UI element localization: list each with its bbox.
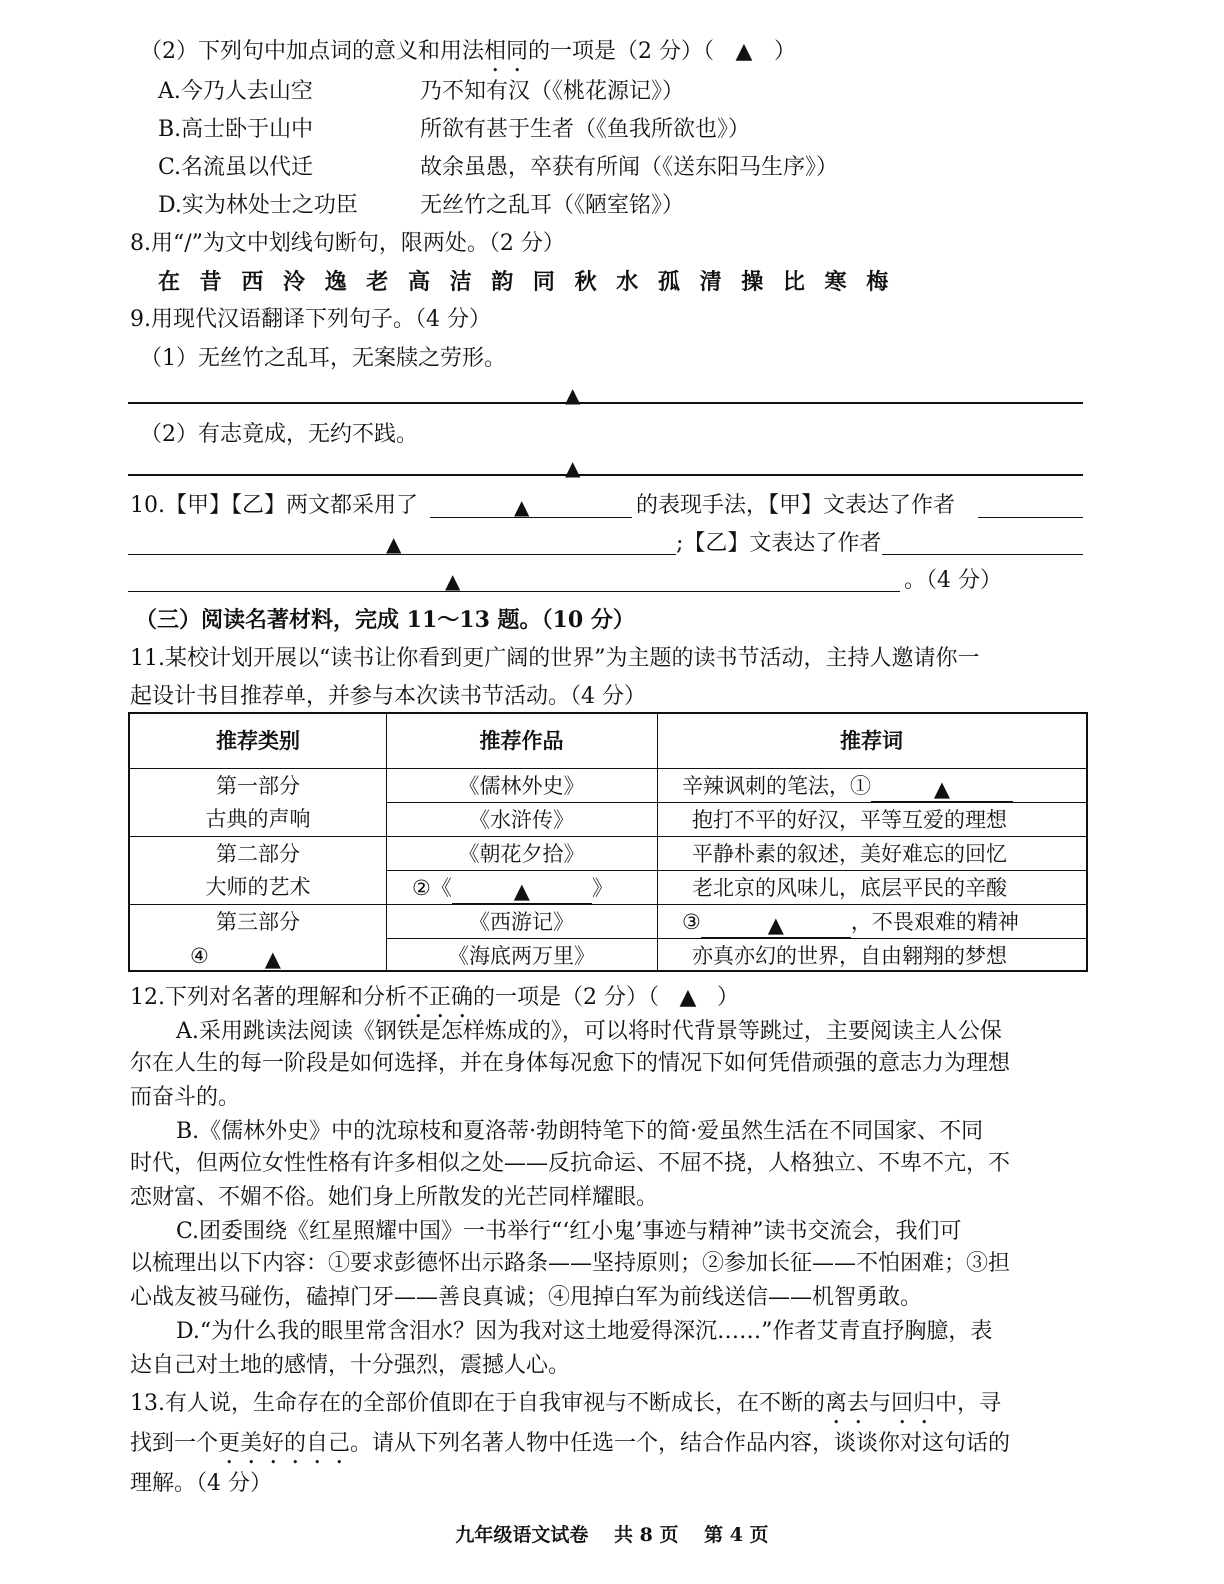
table-header: 推荐词 [840,728,903,753]
answer-blank-marker[interactable]: ▲ [701,913,851,938]
q13-text: 。请从下列名著人物中任选一个，结合作品内容，谈谈你对这句话的 [350,1431,1011,1456]
category-label: 第三部分 [216,910,300,934]
q13-emphasis: 离去 [825,1391,870,1416]
q13-line2 [130,1430,1010,1469]
q9-stem: 9.用现代汉语翻译下列句子。（4 分） [130,307,491,332]
recommendation-text: 亦真亦幻的世界，自由翱翔的梦想 [692,944,1007,968]
q8-sentence: 在 昔 西 泠 逸 老 高 洁 韵 同 秋 水 孤 清 操 比 寒 梅 [158,269,895,295]
q12-option-a: 而奋斗的。 [130,1085,241,1110]
answer-line[interactable] [882,554,1083,555]
recommendation-text: 平静朴素的叙述，美好难忘的回忆 [692,842,1007,866]
q11-line2: 起设计书目推荐单，并参与本次读书节活动。（4 分） [130,684,646,709]
answer-blank-marker[interactable]: ▲ [445,569,461,593]
blank-open: ②《 [412,876,452,900]
answer-line[interactable] [430,517,632,518]
recommendation-table [128,712,1088,972]
q12-option-a: 尔在人生的每一阶段是如何选择，并在身体每况愈下的情况下如何凭借顽强的意志力为理想 [130,1051,1011,1076]
answer-blank-marker[interactable]: ▲ [386,532,402,556]
answer-line[interactable] [978,517,1083,518]
answer-blank-marker[interactable]: ▲ [565,383,581,407]
q12-option-c: 以梳理出以下内容：①要求彭德怀出示路条——坚持原则；②参加长征——不怕困难；③担 [130,1251,1011,1276]
option-c-right: 故余虽愚，卒获有所闻（《送东阳马生序》） [420,155,839,180]
answer-line[interactable] [128,474,1083,476]
q12-option-c: 心战友被马碰伤，磕掉门牙——善良真诚；④甩掉白军为前线送信——机智勇敢。 [130,1285,923,1310]
answer-blank-marker[interactable]: ▲ [871,777,1013,802]
answer-blank-marker[interactable]: ▲ [679,985,697,1010]
q13-text: 中，寻 [935,1391,1002,1416]
answer-blank-marker[interactable]: ▲ [565,456,581,480]
section-heading: （三）阅读名著材料，完成 11～13 题。（10 分） [135,607,635,633]
q13-line3: 理解。（4 分） [130,1471,272,1496]
option-d-right: 无丝竹之乱耳（《陋室铭》） [420,193,685,218]
work-title: 《水浒传》 [469,808,574,832]
recommendation-text [682,906,1019,938]
category-label: 大师的艺术 [205,875,311,899]
work-blank[interactable] [412,872,613,904]
answer-blank-marker[interactable]: ▲ [209,947,337,972]
q9-sentence-2: （2）有志竟成，无约不践。 [140,422,418,447]
page-footer: 九年级语文试卷 共 8 页 第 4 页 [455,1524,769,1546]
answer-blank-marker[interactable]: ▲ [735,39,753,64]
answer-line[interactable] [128,554,676,555]
category-label: 第二部分 [216,842,300,866]
category-label: 古典的声响 [205,807,311,831]
table-header: 推荐作品 [479,728,564,753]
option-c-left: C.名流虽以代迁 [158,155,314,180]
blank-number: ④ [190,944,209,968]
q9-sentence-1: （1）无丝竹之乱耳，无案牍之劳形。 [140,346,506,371]
work-title: 《儒林外史》 [458,774,585,798]
recommendation-text: 抱打不平的好汉，平等互爱的理想 [692,808,1007,832]
answer-line[interactable] [128,402,1083,404]
q11-line1: 11.某校计划开展以“读书让你看到更广阔的世界”为主题的读书节活动，主持人邀请你一 [130,646,980,671]
q12-option-c: C.团委围绕《红星照耀中国》一书举行“‘红小鬼’事迹与精神”读书交流会，我们可 [176,1219,962,1244]
q10-line1-pre: 10.【甲】【乙】两文都采用了 [130,493,418,518]
recommendation-text [682,770,1013,802]
table-header: 推荐类别 [216,728,300,753]
q7-2-stem [140,38,796,77]
q12-option-a: A.采用跳读法阅读《钢铁是怎样炼成的》，可以将时代背景等跳过，主要阅读主人公保 [176,1019,1002,1044]
q12-option-b: B.《儒林外史》中的沈琼枝和夏洛蒂·勃朗特笔下的简·爱虽然生活在不同国家、不同 [176,1119,984,1144]
q13-emphasis: 回归 [891,1391,936,1416]
q13-text: 与 [869,1391,892,1416]
work-title: 《海底两万里》 [448,944,595,968]
category-blank[interactable] [190,940,337,972]
q7-2-close: ） [774,39,797,64]
answer-line[interactable] [128,591,900,592]
q7-2-stem-post: 的一项是（2 分）（ [528,39,715,64]
work-title: 《西游记》 [469,910,574,934]
q7-2-stem-pre: （2）下列句中加点词的意义和用法 [140,39,484,64]
q12-option-d: 达自己对土地的感情，十分强烈，震撼人心。 [130,1353,571,1378]
q10-line2-mid: ;【乙】文表达了作者 [676,531,882,556]
blank-number: ③ [682,910,701,934]
work-title: 《朝花夕拾》 [458,842,585,866]
q12-close: ） [717,985,740,1010]
q12-option-b: 恋财富、不媚不俗。她们身上所散发的光芒同样耀眼。 [130,1185,659,1210]
q13-text: 找到一个 [130,1431,219,1456]
table-divider [130,904,1086,905]
option-b-left: B.高士卧于山中 [158,117,314,142]
answer-blank-marker[interactable]: ▲ [452,879,592,904]
answer-blank-marker[interactable]: ▲ [514,495,530,519]
recommendation-text-pre: 辛辣讽刺的笔法，① [682,774,871,798]
table-divider [386,802,1086,803]
category-label: 第一部分 [216,774,300,798]
option-a-left: A.今乃人去山空 [158,79,313,104]
q7-2-stem-emphasis: 相同 [484,39,529,64]
option-b-right: 所欲有甚于生者（《鱼我所欲也》） [420,117,751,142]
table-divider [386,870,1086,871]
option-a-right: 乃不知有汉（《桃花源记》） [420,79,685,104]
q13-text: 13.有人说，生命存在的全部价值即在于自我审视与不断成长，在不断的 [130,1391,825,1416]
q12-stem-pre: 12.下列对名著的理解和分析 [130,985,407,1010]
q13-line1 [130,1390,1001,1429]
q8-stem: 8.用“/”为文中划线句断句，限两处。（2 分） [130,231,565,256]
q10-line1-mid: 的表现手法，【甲】文表达了作者 [636,493,956,518]
table-divider [130,768,1086,769]
recommendation-text-post: ，不畏艰难的精神 [850,910,1019,934]
option-d-left: D.实为林处士之功臣 [158,193,358,218]
blank-close: 》 [591,876,613,900]
q12-option-b: 时代，但两位女性性格有许多相似之处——反抗命运、不屈不挠，人格独立、不卑不亢，不 [130,1151,1011,1176]
recommendation-text: 老北京的风味儿，底层平民的辛酸 [692,876,1007,900]
q10-line3-end: 。（4 分） [904,568,1002,593]
q12-option-d: D.“为什么我的眼里常含泪水？因为我对这土地爱得深沉……”作者艾青直抒胸臆，表 [176,1319,993,1344]
q12-stem-post: 的一项是（2 分）（ [473,985,660,1010]
q12-stem-emphasis: 不正确 [407,985,474,1010]
table-divider [386,938,1086,939]
q13-emphasis: 更美好的自己 [218,1431,351,1456]
table-divider [130,836,1086,837]
